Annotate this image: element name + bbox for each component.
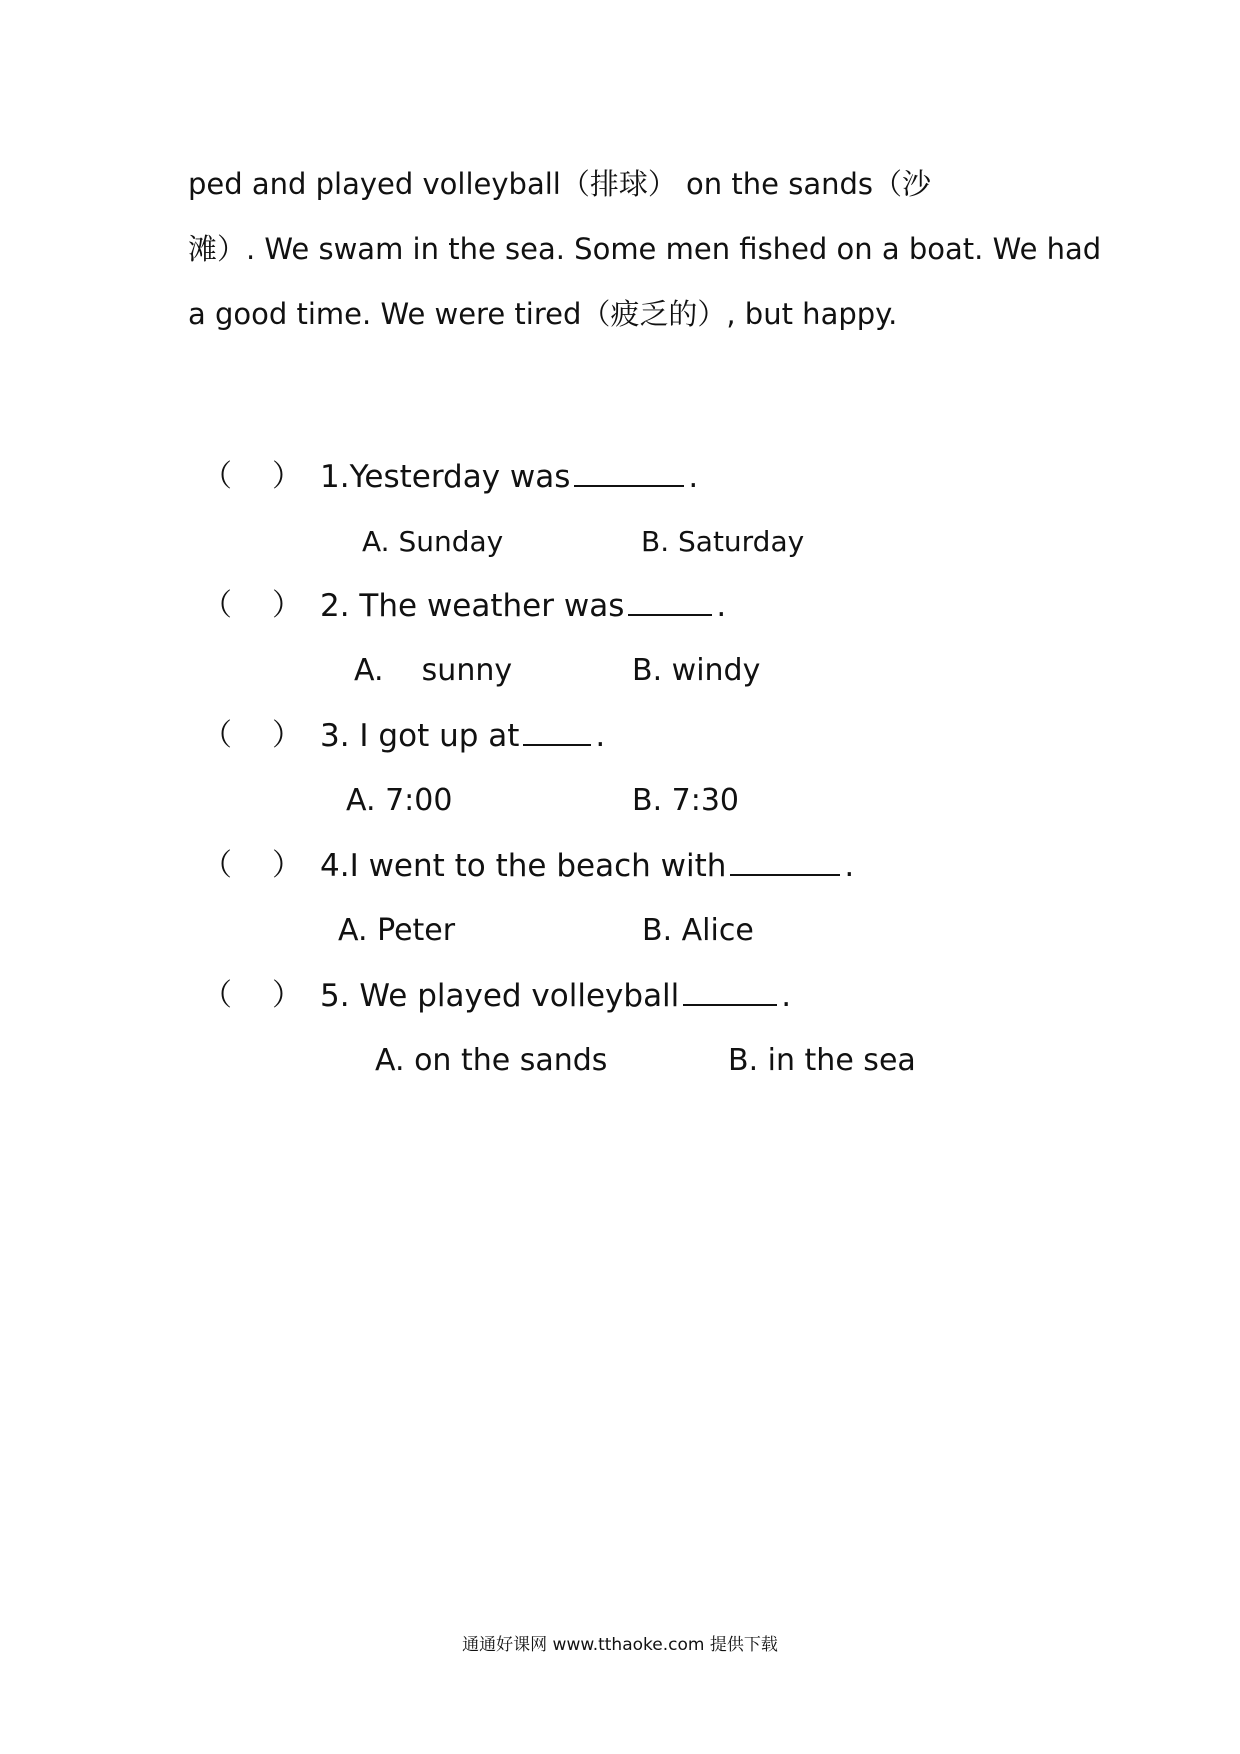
question-text: 1.Yesterday was <box>320 459 571 495</box>
question-text: 2. The weather was <box>320 588 625 624</box>
passage-line-1: ped and played volleyball（排球） on the sands（沙 <box>188 167 931 201</box>
passage-line-3: a good time. We were tired（疲乏的）, but happy. <box>188 297 898 331</box>
answer-paren-close: ） <box>272 459 302 494</box>
option-b: B. 7:30 <box>632 783 740 818</box>
question-stem <box>320 978 792 1014</box>
question-text: 5. We played volleyball <box>320 978 680 1014</box>
answer-blank[interactable] <box>574 481 684 487</box>
question-stem <box>320 718 606 754</box>
question-stem <box>320 459 699 495</box>
answer-blank[interactable] <box>523 740 591 746</box>
answer-blank[interactable] <box>730 870 840 876</box>
option-b: B. Alice <box>642 913 754 948</box>
question-stem <box>320 588 727 624</box>
question-text: 4.I went to the beach with <box>320 848 727 884</box>
question-end: . <box>688 459 699 495</box>
answer-paren-open: （ <box>202 459 232 494</box>
answer-paren-close: ） <box>272 848 302 883</box>
question-end: . <box>844 848 855 884</box>
answer-paren-open: （ <box>202 978 232 1013</box>
answer-paren-close: ） <box>272 588 302 623</box>
option-a: A. on the sands <box>375 1043 608 1078</box>
question-stem <box>320 848 855 884</box>
option-b: B. windy <box>632 653 761 688</box>
option-a: A. 7:00 <box>346 783 453 818</box>
question-end: . <box>716 588 727 624</box>
question-text: 3. I got up at <box>320 718 520 754</box>
answer-paren-close: ） <box>272 978 302 1013</box>
answer-paren-close: ） <box>272 718 302 753</box>
option-a: A. sunny <box>354 653 513 688</box>
answer-paren-open: （ <box>202 848 232 883</box>
passage-line-2: 滩）. We swam in the sea. Some men fished on a boat. We had <box>188 232 1102 266</box>
question-end: . <box>781 978 792 1014</box>
option-b: B. Saturday <box>641 525 805 558</box>
footer-source: 通通好课网 www.tthaoke.com 提供下载 <box>462 1635 778 1655</box>
option-b: B. in the sea <box>728 1043 916 1078</box>
answer-blank[interactable] <box>628 610 712 616</box>
answer-blank[interactable] <box>683 1000 777 1006</box>
answer-paren-open: （ <box>202 718 232 753</box>
option-a: A. Sunday <box>362 525 504 558</box>
answer-paren-open: （ <box>202 588 232 623</box>
option-a: A. Peter <box>338 913 456 948</box>
question-end: . <box>595 718 606 754</box>
